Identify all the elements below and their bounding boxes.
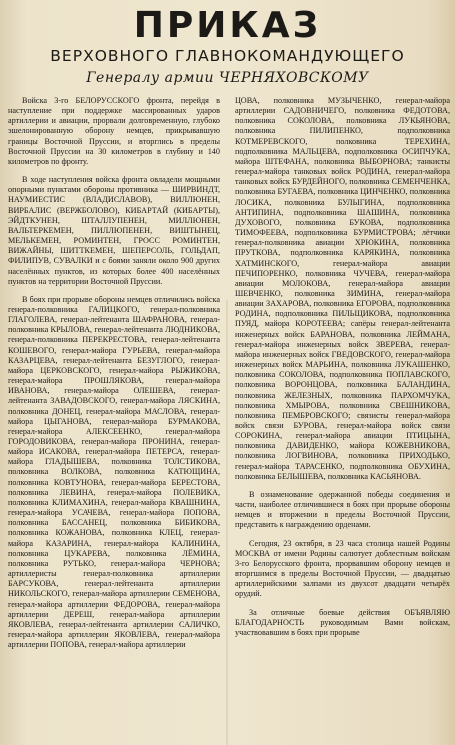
left-column [8, 96, 220, 742]
paragraph-breakthrough: Войска 3-го БЕЛОРУССКОГО фронта, перейдя в наступление при поддержке массированных ударов артиллерии и авиации, прорвали долговременную, глубоко эшелонированную оборону немцев, прикрывавшую границы Восточной Пруссии, и вторглись в пределы Восточной Пруссии на 30 километров в глубину и 140 километров по фронту. [8, 96, 220, 166]
order-addressee: Генералу армии ЧЕРНЯХОВСКОМУ [86, 70, 369, 86]
right-column [235, 96, 450, 742]
paper-fold [226, 300, 228, 745]
paragraph-commanders-continued: ЦОВА, полковника МУЗЫЧЕНКО, генерал-майора артиллерии САДОВНИЧЕГО, полковника ФЕДОТОВА, полковника СОКОЛОВА, полковника ЛУКЬЯНОВА, полковника ПИЛИПЕНКО, подполковника КОТМЕРЕВСКОГО, полковника ТЕРЕХИНА, подполковника МАЛЬЦЕВА, подполковника ОСИПЧУКА, майора ШТЕФАНА, полковника ВЫБОРНОВА; танкисты генерал-майора танковых войск РОДИНА, генерал-майора танковых войск БУРДЕЙНОГО, полковника СЕМЕНЧЕНКА, полковника БУГАЕВА, полковника ЦИНЧЕНКО, полковника ЛОСИКА, полковника БУЛЫГИНА, подполковника АНТИПИНА, подполковника ШАШИНА, полковника ДУХОВОГО, полковника БУКОВА, подполковника ТИМОФЕЕВА, подполковника БУРМИСТРОВА; лётчики генерал-полковника авиации ХРЮКИНА, полковника ПРУТКОВА, подполковника КАРЯКИНА, полковника ХАТМИНСКОГО, генерал-майора авиации ПЕЧИПОРЕНКО, полковника ЧУЧЕВА, генерал-майора авиации МОЛОКОВА, генерал-майора авиации ШЕВЧЕНКО, полковника ЗИМИНА, генерал-майора авиации ЗАХАРОВА, полковника ЕГОРОВА, подполковника РОДИНА, подполковника ПИЛЬЩИКОВА, подполковника ПУЯД, майора КОРОТЕЕВА; сапёры генерал-лейтенанта инженерных войск БАРАНОВА, полковника ЛЕЙМАНА, генерал-майора инженерных войск ЗВЕРЕВА, генерал-майора инженерных войск ГВЕДОВСКОГО, генерал-майора инженерных войск МАРЬИНА, полковника ЛУКАШЕНКО, полковника СОКОЛОВА, подполковника ПОПЛАВСКОГО, полковника ВОРОНЦОВА, полковника БАЛАНДИНА, полковника ЖЕЛЕЗНЫХ, полковника ПАРХОМЧУКА, полковника ХМЫРОВА, полковника СВЕШНИКОВА, полковника ПЕМБРОВСКОГО; связисты генерал-майора войск связи БУРОВА, генерал-майора войск связи СОРОКИНА, генерал-майора авиации ПТИЦЫНА, полковника ДАВИДЕНКО, майора КОЖЕВНИКОВА, полковника ЛОГВИНОВА, полковника ПРИХОДЬКО, генерал-майора ТАРАСЕНКО, подполковника ОБУХИНА, полковника БЕЛЫШЕВА, полковника КАСЬЯНОВА. [235, 96, 450, 481]
paragraph-distinguished-troops: В боях при прорыве обороны немцев отличились войска генерал-полковника ГАЛИЦКОГО, генерал-полковника ГЛАГОЛЕВА, генерал-лейтенанта ШАФРАНОВА, генерал-полковника КРЫЛОВА, генерал-лейтенанта ЛЮДНИКОВА, генерал-полковника ПЕРЕКРЕСТОВА, генерал-лейтенанта КОШЕВОГО, генерал-майора ГУРЬЕВА, генерал-майора КАЗАРЦЕВА, генерал-лейтенанта БЕЗУГЛОГО, генерал-майора ЦЕРКОВСКОГО, генерал-майора РЫЖИКОВА, генерал-майора ПРОШЛЯКОВА, генерал-майора ИВАНОВА, генерал-майора ОЛЕШЕВА, генерал-лейтенанта ЗАВАДОВСКОГО, генерал-майора ЛЯСКИНА, полковника ДОНЕЦ, генерал-майора МАСЛОВА, генерал-майора ЦЫГАНОВА, генерал-майора БУРМАКОВА, генерал-майора АЛЕКСЕЕНКО, генерал-майора ГОРОДОВИКОВА, генерал-майора ПРОНИНА, генерал-майора ИСАКОВА, генерал-майора ПЕТЕРСА, генерал-майора ГЛАДЫШЕВА, полковника ТОЛСТИКОВА, полковника ВОЛКОВА, полковника КАТЮЩИНА, полковника КОВТУНОВА, генерал-майора БЕРЕСТОВА, полковника ЛЕВИНА, генерал-майора ПОЛЕВИКА, полковника КЛИМАХИНА, генерал-майора КВАШНИНА, генерал-майора УСАЧЕВА, генерал-майора ПОПОВА, полковника БАССАНЕЦ, полковника БИБИКОВА, полковника КОЖАНОВА, полковника КЛЕЦ, генерал-майора КАЗАРИНА, генерал-майора КАЛИНИНА, полковника ЦУКАРЕВА, полковника ЛЁМИНА, полковника РУТЬКО, генерал-майора ЧЕРНОВА; артиллеристы генерал-полковника артиллерии БАРСУКОВА, генерал-лейтенанта артиллерии НИКОЛЬСКОГО, генерал-майора артиллерии СЕМЕНОВА, генерал-майора артиллерии ФЕДОРОВА, генерал-майора артиллерии ДЕРЕШ, генерал-майора артиллерии ЯКОВЛЕВА, генерал-лейтенанта артиллерии САЛИЧКО, генерал-майора артиллерии ЯКОВЛЕВА, генерал-майора артиллерии ПОПОВА, генерал-майора артиллерии [8, 294, 220, 650]
paragraph-salute: Сегодня, 23 октября, в 23 часа столица нашей Родины МОСКВА от имени Родины салютует доблестным войскам 3-го Белорусского фронта, прорвавшим оборону немцев и вторгшимся в пределы Восточной Пруссии, — двадцатью артиллерийскими залпами из двухсот двадцати четырёх орудий. [235, 538, 450, 599]
paragraph-awards: В ознаменование одержанной победы соединения и части, наиболее отличившиеся в боях при прорыве обороны немцев и вторжении в пределы Восточной Пруссии, представить к награждению орденами. [235, 489, 450, 530]
order-title: ПРИКАЗ [133, 5, 322, 46]
paragraph-gratitude: За отличные боевые действия ОБЪЯВЛЯЮ БЛАГОДАРНОСТЬ руководимым Вами войскам, участвовавшим в боях при прорыве [235, 607, 450, 637]
order-subtitle: ВЕРХОВНОГО ГЛАВНОКОМАНДУЮЩЕГО [50, 47, 405, 65]
paragraph-captured-points: В ходе наступления войска фронта овладели мощными опорными пунктами обороны противника — ШИРВИНДТ, НАУМИЕСТИС (ВЛАДИСЛАВОВ), ВИЛЛЮНЕН, ВИРБАЛИС (ВЕРЖБОЛОВО), КИБАРТАЙ (КИБАРТЫ), ЭЙДТКУНЕН, ШТАЛЛУПЕНЕН, МИЛЛЮНЕН, ВАЛЬТЕРКЕМЕН, ПИЛЛЮПЕНЕН, ВИШТЫНЕЦ, МЕЛЬКЕМЕН, РОМИНТЕН, ГРОСС РОМИНТЕН, ВИЖАЙНЫ, ШИТТКЕМЕН, ШЕПЕРСОЛЬ, ГОЛЬДАП, ФИЛИПУВ, СУВАЛКИ и с боями заняли около 900 других населённых пунктов, из которых более 400 населённых пунктов на территории Восточной Пруссии. [8, 175, 220, 286]
